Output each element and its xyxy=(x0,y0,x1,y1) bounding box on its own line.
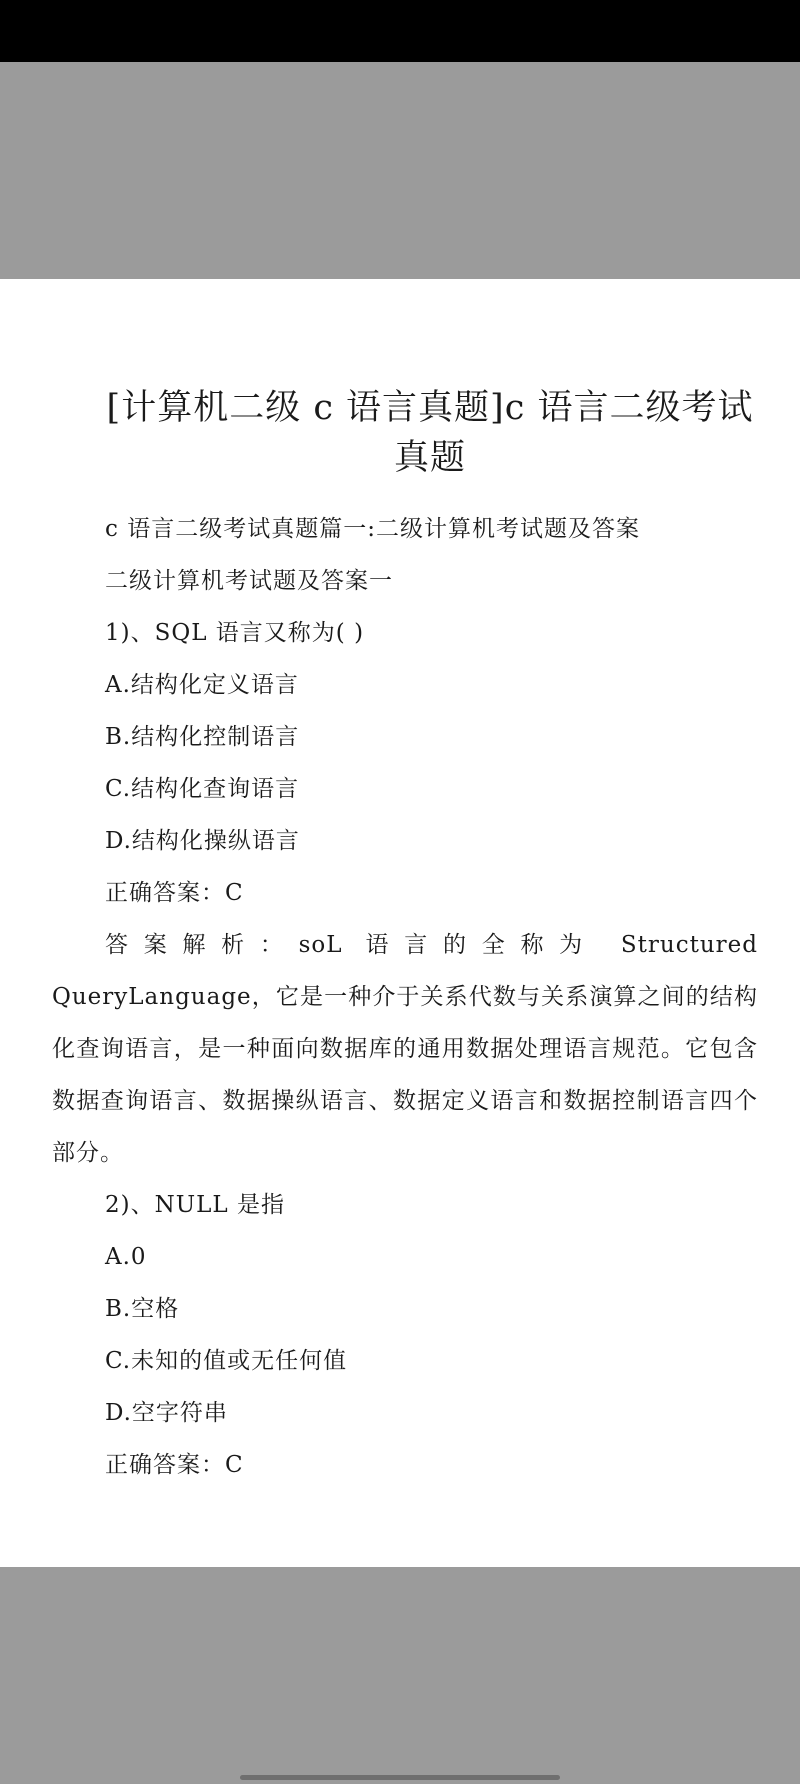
question-1-option-c: C.结构化查询语言 xyxy=(105,776,300,802)
question-1-option-d: D.结构化操纵语言 xyxy=(105,828,300,854)
paragraph-heading: c 语言二级考试真题篇一:二级计算机考试题及答案 xyxy=(105,516,640,542)
viewer-background-bottom xyxy=(0,1567,800,1784)
status-bar xyxy=(0,0,800,62)
document-body xyxy=(52,503,758,1491)
question-2-option-b: B.空格 xyxy=(105,1296,180,1322)
question-1-explanation: 答案解析：soL 语言的全称为 Structured QueryLanguage，它是一种介于关系代数与关系演算之间的结构化查询语言，是一种面向数据库的通用数据处理语言规范。它包含数据查询语言、数据操纵语言、数据定义语言和数据控制语言四个部分。 xyxy=(52,932,758,1166)
question-2-option-d: D.空字符串 xyxy=(105,1400,228,1426)
question-2: 2)、NULL 是指 xyxy=(105,1192,285,1218)
home-indicator[interactable] xyxy=(240,1775,560,1780)
question-1: 1)、SQL 语言又称为( ) xyxy=(105,620,365,646)
document-title: [计算机二级 c 语言真题]c 语言二级考试真题 xyxy=(106,388,754,478)
question-2-option-a: A.0 xyxy=(105,1244,147,1270)
question-2-option-c: C.未知的值或无任何值 xyxy=(105,1348,348,1374)
question-2-answer: 正确答案：C xyxy=(105,1452,244,1478)
paragraph-subheading: 二级计算机考试题及答案一 xyxy=(105,568,393,594)
question-1-option-b: B.结构化控制语言 xyxy=(105,724,300,750)
viewer-background-top xyxy=(0,62,800,279)
question-1-answer: 正确答案：C xyxy=(105,880,244,906)
question-1-option-a: A.结构化定义语言 xyxy=(105,672,299,698)
